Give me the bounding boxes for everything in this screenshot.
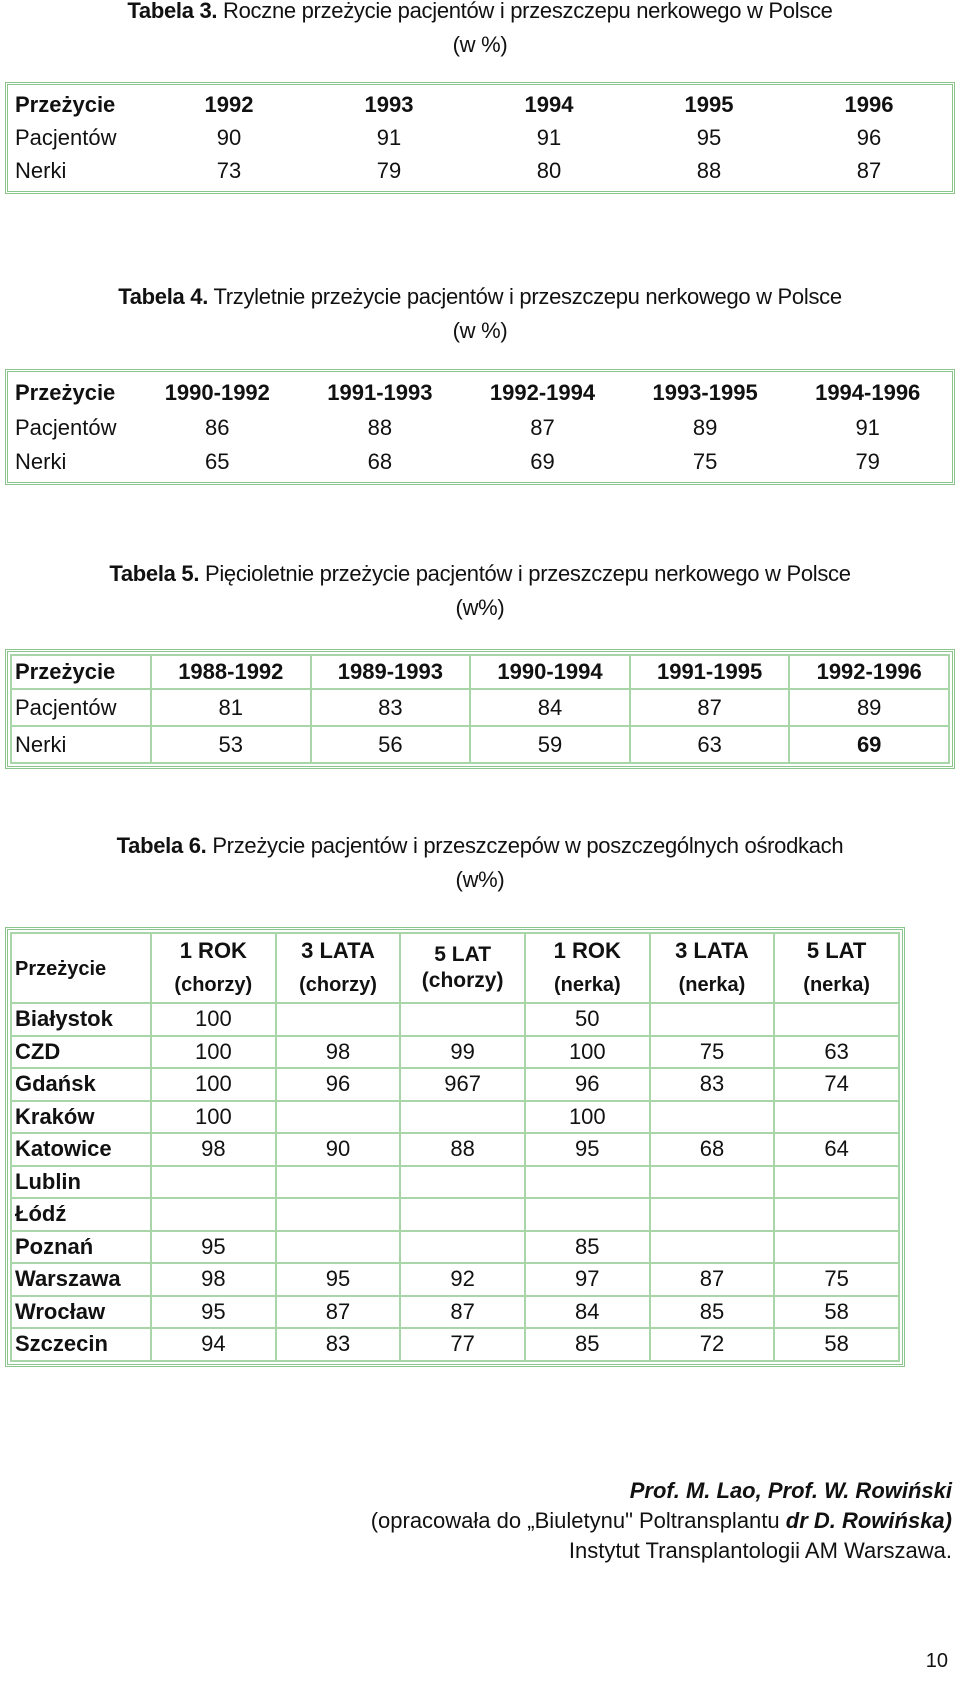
table-cell: 87 bbox=[400, 1296, 525, 1329]
table-row bbox=[11, 1263, 899, 1296]
authors: Prof. M. Lao, Prof. W. Rowiński bbox=[629, 1478, 952, 1503]
table-cell: 65 bbox=[205, 449, 230, 474]
institute: Instytut Transplantologii AM Warszawa. bbox=[568, 1538, 952, 1563]
table5-header-row bbox=[11, 655, 949, 689]
table-cell bbox=[774, 1166, 899, 1199]
table-cell bbox=[276, 1101, 401, 1134]
table-cell: 85 bbox=[525, 1231, 650, 1264]
table-row bbox=[11, 726, 949, 763]
table-row bbox=[11, 1036, 899, 1069]
table-cell bbox=[276, 1003, 401, 1036]
table-cell: 94 bbox=[151, 1328, 276, 1361]
table-cell: 88 bbox=[367, 415, 393, 440]
table6-col-header: 3 LATA (nerka) bbox=[650, 933, 775, 1003]
table4-caption bbox=[0, 280, 960, 348]
table-cell bbox=[400, 1003, 525, 1036]
table3-col-header: 1996 bbox=[844, 91, 894, 117]
table-cell bbox=[400, 1198, 525, 1231]
table-cell: 89 bbox=[692, 415, 718, 440]
table-row bbox=[11, 1328, 899, 1361]
table6-label: Tabela 6. bbox=[116, 833, 207, 858]
table-cell: 91 bbox=[376, 124, 402, 150]
table-cell bbox=[400, 1101, 525, 1134]
table-cell: 98 bbox=[276, 1036, 401, 1069]
table-cell: 97 bbox=[525, 1263, 650, 1296]
table-cell: 100 bbox=[151, 1003, 276, 1036]
table3-header-row bbox=[11, 88, 949, 121]
table6-header-label: Przeżycie bbox=[11, 933, 151, 1003]
table-row bbox=[11, 1296, 899, 1329]
table-cell: 69 bbox=[789, 726, 949, 763]
prepared-name: dr D. Rowińska) bbox=[785, 1508, 952, 1533]
table-row bbox=[11, 445, 949, 479]
table-cell: 87 bbox=[530, 415, 555, 440]
table-cell: 92 bbox=[400, 1263, 525, 1296]
row-label: Gdańsk bbox=[11, 1068, 151, 1101]
table-cell: 88 bbox=[400, 1133, 525, 1166]
table-cell: 73 bbox=[216, 158, 242, 183]
table-cell: 98 bbox=[151, 1133, 276, 1166]
table3-col-header: 1992 bbox=[204, 91, 254, 117]
table-row bbox=[11, 1198, 899, 1231]
row-label: Szczecin bbox=[11, 1328, 151, 1361]
table4-col-header: 1994-1996 bbox=[815, 380, 921, 405]
table-cell bbox=[650, 1101, 775, 1134]
table-cell: 95 bbox=[696, 124, 722, 150]
table-row bbox=[11, 689, 949, 726]
table-cell: 75 bbox=[650, 1036, 775, 1069]
table-cell: 77 bbox=[400, 1328, 525, 1361]
table-cell bbox=[650, 1166, 775, 1199]
row-label: Nerki bbox=[11, 726, 151, 763]
row-label: Katowice bbox=[11, 1133, 151, 1166]
table-cell bbox=[650, 1231, 775, 1264]
table6-caption bbox=[0, 829, 960, 897]
table4-col-header: 1991-1993 bbox=[327, 380, 433, 405]
table6 bbox=[5, 927, 905, 1367]
table3-header-label: Przeżycie bbox=[15, 91, 116, 117]
table-cell: 83 bbox=[276, 1328, 401, 1361]
table-cell: 99 bbox=[400, 1036, 525, 1069]
table6-col-header: 1 ROK (chorzy) bbox=[151, 933, 276, 1003]
table3-label: Tabela 3. bbox=[127, 0, 218, 23]
table-cell: 80 bbox=[536, 158, 562, 183]
table4-col-header: 1990-1992 bbox=[164, 380, 270, 405]
table-cell: 87 bbox=[630, 689, 790, 726]
table4-title: Trzyletnie przeżycie pacjentów i przeszczepu nerkowego w Polsce bbox=[213, 284, 842, 309]
table-cell: 87 bbox=[650, 1263, 775, 1296]
row-label: Łódź bbox=[11, 1198, 151, 1231]
table-cell: 84 bbox=[525, 1296, 650, 1329]
table-cell: 50 bbox=[525, 1003, 650, 1036]
row-label: Kraków bbox=[11, 1101, 151, 1134]
table-cell: 96 bbox=[276, 1068, 401, 1101]
table-cell: 56 bbox=[311, 726, 471, 763]
table-cell: 98 bbox=[151, 1263, 276, 1296]
table-cell bbox=[151, 1166, 276, 1199]
table-cell bbox=[650, 1198, 775, 1231]
table-cell: 79 bbox=[376, 158, 402, 183]
table-cell bbox=[400, 1166, 525, 1199]
table-cell: 87 bbox=[856, 158, 882, 183]
table-row bbox=[11, 1133, 899, 1166]
table-cell: 85 bbox=[525, 1328, 650, 1361]
table-row bbox=[11, 154, 949, 188]
table4-header-label: Przeżycie bbox=[15, 380, 116, 405]
table5-col-header: 1988-1992 bbox=[151, 655, 311, 689]
table-cell: 72 bbox=[650, 1328, 775, 1361]
table-cell: 53 bbox=[151, 726, 311, 763]
table-cell: 91 bbox=[536, 124, 562, 150]
table5-header-label: Przeżycie bbox=[11, 655, 151, 689]
table-cell: 95 bbox=[151, 1296, 276, 1329]
table5 bbox=[5, 649, 955, 769]
table5-col-header: 1989-1993 bbox=[311, 655, 471, 689]
row-label: CZD bbox=[11, 1036, 151, 1069]
table5-label: Tabela 5. bbox=[109, 561, 200, 586]
prepared-by bbox=[52, 1506, 952, 1536]
table5-title: Pięcioletnie przeżycie pacjentów i przeszczepu nerkowego w Polsce bbox=[204, 561, 851, 586]
row-label: Nerki bbox=[15, 158, 67, 183]
row-label: Wrocław bbox=[11, 1296, 151, 1329]
table-cell: 63 bbox=[774, 1036, 899, 1069]
table3-caption bbox=[0, 0, 960, 62]
prepared-prefix: (opracowała do „Biuletynu" Poltransplantu bbox=[370, 1508, 786, 1533]
table-cell bbox=[774, 1198, 899, 1231]
table-cell: 58 bbox=[774, 1296, 899, 1329]
table-row bbox=[11, 1003, 899, 1036]
table-cell: 64 bbox=[774, 1133, 899, 1166]
table-cell bbox=[276, 1166, 401, 1199]
table-cell: 95 bbox=[151, 1231, 276, 1264]
table6-col-header: 5 LAT (nerka) bbox=[774, 933, 899, 1003]
table5-col-header: 1991-1995 bbox=[630, 655, 790, 689]
table-cell: 100 bbox=[151, 1036, 276, 1069]
table4-label: Tabela 4. bbox=[118, 284, 209, 309]
table-cell: 96 bbox=[525, 1068, 650, 1101]
table-cell: 74 bbox=[774, 1068, 899, 1101]
table-cell: 83 bbox=[311, 689, 471, 726]
table3-col-header: 1995 bbox=[684, 91, 734, 117]
table-cell bbox=[151, 1198, 276, 1231]
row-label: Pacjentów bbox=[15, 124, 117, 150]
table-cell bbox=[276, 1231, 401, 1264]
table-cell: 68 bbox=[367, 449, 393, 474]
table-cell: 95 bbox=[276, 1263, 401, 1296]
table-cell: 89 bbox=[789, 689, 949, 726]
table6-unit: (w%) bbox=[455, 867, 505, 892]
table5-caption bbox=[0, 557, 960, 625]
table6-body bbox=[11, 1003, 899, 1361]
table3-unit: (w %) bbox=[452, 32, 508, 57]
table3 bbox=[5, 82, 955, 194]
table-cell: 75 bbox=[774, 1263, 899, 1296]
table-cell bbox=[650, 1003, 775, 1036]
table-cell: 100 bbox=[525, 1036, 650, 1069]
table4-unit: (w %) bbox=[452, 318, 508, 343]
table5-unit: (w%) bbox=[455, 595, 505, 620]
table4-col-header: 1992-1994 bbox=[489, 380, 596, 405]
table-cell: 100 bbox=[151, 1068, 276, 1101]
table-cell bbox=[276, 1198, 401, 1231]
table-cell: 96 bbox=[856, 124, 882, 150]
row-label: Pacjentów bbox=[11, 689, 151, 726]
table-row bbox=[11, 1231, 899, 1264]
table4 bbox=[5, 369, 955, 485]
table-cell bbox=[525, 1166, 650, 1199]
table-cell: 69 bbox=[530, 449, 555, 474]
table-row bbox=[11, 411, 949, 445]
table-cell: 91 bbox=[855, 415, 880, 440]
row-label: Lublin bbox=[11, 1166, 151, 1199]
table-cell: 81 bbox=[151, 689, 311, 726]
row-label: Warszawa bbox=[11, 1263, 151, 1296]
table3-col-header: 1993 bbox=[364, 91, 414, 117]
table-cell: 88 bbox=[696, 158, 722, 183]
table-cell bbox=[774, 1101, 899, 1134]
table5-col-header: 1992-1996 bbox=[789, 655, 949, 689]
table-cell: 83 bbox=[650, 1068, 775, 1101]
table-cell: 86 bbox=[205, 415, 230, 440]
table3-title: Roczne przeżycie pacjentów i przeszczepu nerkowego w Polsce bbox=[223, 0, 833, 23]
table6-col-header: 3 LATA (chorzy) bbox=[276, 933, 401, 1003]
table-cell bbox=[400, 1231, 525, 1264]
signature bbox=[52, 1476, 952, 1566]
table6-title: Przeżycie pacjentów i przeszczepów w poszczególnych ośrodkach bbox=[212, 833, 844, 858]
table-row bbox=[11, 1166, 899, 1199]
table4-header-row bbox=[11, 375, 949, 411]
table-cell: 90 bbox=[216, 124, 242, 150]
table-cell bbox=[774, 1003, 899, 1036]
table3-col-header: 1994 bbox=[524, 91, 574, 117]
table6-header-row bbox=[11, 933, 899, 1003]
table-cell: 75 bbox=[692, 449, 718, 474]
table4-col-header: 1993-1995 bbox=[652, 380, 758, 405]
table-cell: 100 bbox=[151, 1101, 276, 1134]
table5-col-header: 1990-1994 bbox=[470, 655, 630, 689]
table6-col-header: 1 ROK (nerka) bbox=[525, 933, 650, 1003]
table-cell: 90 bbox=[276, 1133, 401, 1166]
table-cell: 87 bbox=[276, 1296, 401, 1329]
page-number: 10 bbox=[925, 1650, 948, 1672]
table-cell: 58 bbox=[774, 1328, 899, 1361]
table-cell: 95 bbox=[525, 1133, 650, 1166]
row-label: Nerki bbox=[15, 449, 67, 474]
table-cell: 85 bbox=[650, 1296, 775, 1329]
table-row bbox=[11, 121, 949, 154]
table-row bbox=[11, 1068, 899, 1101]
table-row bbox=[11, 1101, 899, 1134]
table-cell: 59 bbox=[470, 726, 630, 763]
row-label: Białystok bbox=[11, 1003, 151, 1036]
table-cell: 63 bbox=[630, 726, 790, 763]
table-cell bbox=[774, 1231, 899, 1264]
table6-col-header: 5 LAT (chorzy) bbox=[400, 933, 525, 1003]
table-cell: 68 bbox=[650, 1133, 775, 1166]
table-cell: 79 bbox=[855, 449, 880, 474]
row-label: Pacjentów bbox=[15, 415, 117, 440]
table-cell bbox=[525, 1198, 650, 1231]
table-cell: 84 bbox=[470, 689, 630, 726]
row-label: Poznań bbox=[11, 1231, 151, 1264]
table-cell: 967 bbox=[400, 1068, 525, 1101]
table-cell: 100 bbox=[525, 1101, 650, 1134]
